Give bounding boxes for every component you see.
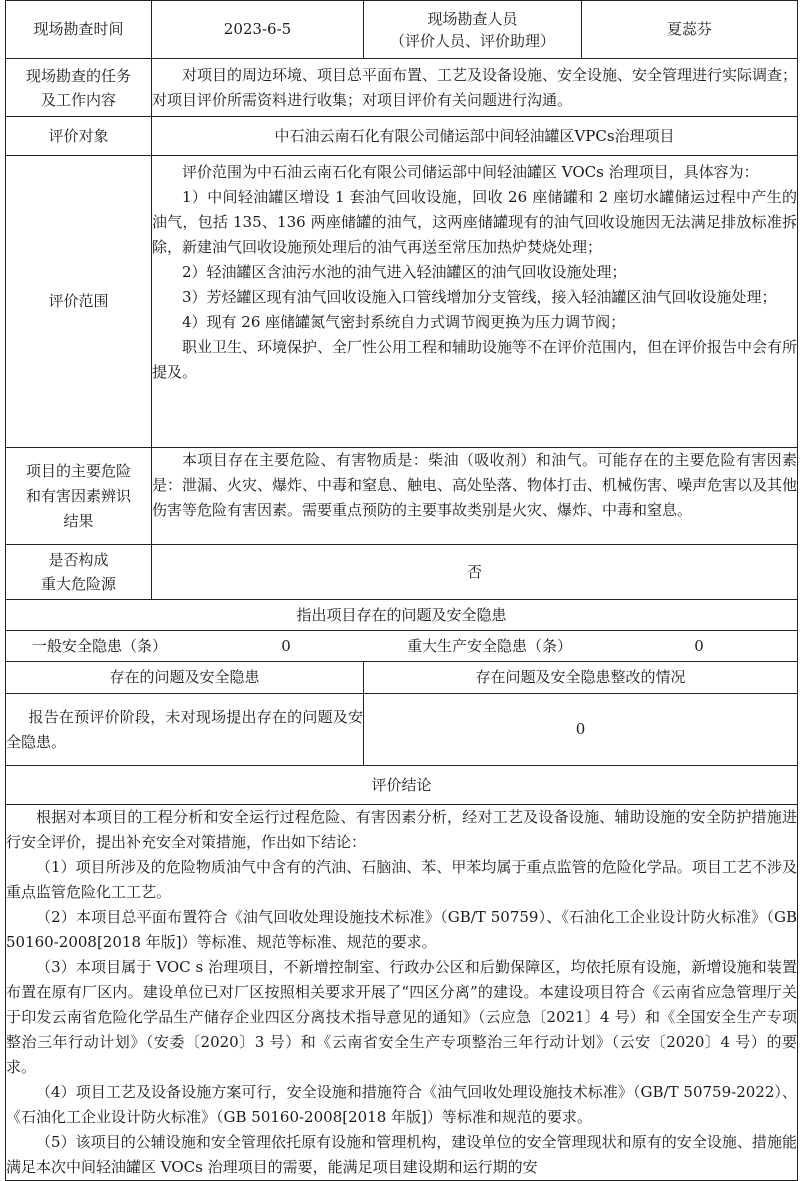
surveyors-label bbox=[364, 1, 582, 59]
scope-paragraph: 2）轻油罐区含油污水池的油气进入轻油罐区的油气回收设施处理； bbox=[182, 263, 627, 281]
hazards-content: 本项目存在主要危险、有害物质是：柴油（吸收剂）和油气。可能存在的主要危险有害因素是：泄漏、火灾、爆炸、中毒和窒息、触电、高处坠落、物体打击、机械伤害、噪声危害以及其他伤害等危险有害因素。需要重点预防的主要事故类别是火灾、爆炸、中毒和窒息。 bbox=[152, 451, 798, 519]
object-row bbox=[6, 117, 798, 156]
object-label: 评价对象 bbox=[6, 117, 152, 156]
conclusion-paragraph: （1）项目所涉及的危险物质油气中含有的汽油、石脑油、苯、甲苯均属于重点监管的危险化学品。项目工艺不涉及重点监管危险化工工艺。 bbox=[6, 858, 797, 901]
conclusion-title: 评价结论 bbox=[6, 766, 798, 805]
task-content: 对项目的周边环境、项目总平面布置、工艺及设备设施、安全设施、安全管理进行实际调查；对项目评价所需资料进行收集；对项目评价有关问题进行沟通。 bbox=[152, 65, 798, 109]
issues-header-row bbox=[6, 662, 798, 694]
conclusion-paragraph: （2）本项目总平面布置符合《油气回收处理设施技术标准》（GB/T 50759）、《石油化工企业设计防火标准》（GB 50160-2008[2018 年版]）等标准、规范等标准、规范的要求。 bbox=[6, 908, 797, 951]
hazards-label bbox=[6, 448, 152, 545]
conclusion-title-row bbox=[6, 766, 798, 805]
scope-paragraph: 1）中间轻油罐区增设 1 套油气回收设施，回收 26 座储罐和 2 座切水罐储运过程中产生的油气，包括 135、136 两座储罐的油气，这两座储罐现有的油气回收设施因无法满足排放标准拆除，新建油气回收设施预处理后的油气再送至常压加热炉焚烧处理； bbox=[152, 188, 797, 256]
issues-section-title: 指出项目存在的问题及安全隐患 bbox=[6, 600, 798, 631]
conclusion-paragraph: 根据对本项目的工程分析和安全运行过程危险、有害因素分析，经对工艺及设备设施、辅助设施的安全防护措施进行安全评价，提出补充安全对策措施，作出如下结论： bbox=[6, 808, 797, 851]
issues-count-row bbox=[6, 631, 798, 662]
survey-record-table bbox=[5, 0, 798, 1181]
conclusion-row bbox=[6, 805, 798, 1181]
major-issues-label: 重大生产安全隐患（条） bbox=[406, 636, 572, 655]
scope-label: 评价范围 bbox=[6, 156, 152, 448]
issues-col-header: 存在的问题及安全隐患 bbox=[6, 662, 364, 694]
hazards-label-line2: 和有害因素辨识 bbox=[25, 486, 131, 505]
conclusion-paragraph: （4）项目工艺及设备设施方案可行，安全设施和措施符合《油气回收处理设施技术标准》（GB/T 50759-2022）、《石油化工企业设计防火标准》（GB 50160-2008[2018 年版]）等标准和规范的要求。 bbox=[6, 1083, 797, 1126]
scope-paragraph: 3）芳烃罐区现有油气回收设施入口管线增加分支管线，接入轻油罐区油气回收设施处理； bbox=[182, 288, 777, 306]
issues-count-table bbox=[6, 632, 798, 661]
hazards-label-line1: 项目的主要危险 bbox=[25, 461, 131, 480]
survey-time-label: 现场勘查时间 bbox=[6, 1, 152, 59]
conclusion-content bbox=[6, 805, 798, 1181]
scope-row bbox=[6, 156, 798, 448]
conclusion-paragraph: （3）本项目属于 VOC s 治理项目，不新增控制室、行政办公区和后勤保障区，均依托原有设施，新增设施和装置布置在原有厂区内。建设单位已对厂区按照相关要求开展了“四区分离”的建设。本建设项目符合《云南省应急管理厅关于印发云南省危险化学品生产储存企业四区分离技术指导意见的通知》（云应急〔2021〕4 号）和《全国安全生产专项整治三年行动计划》（安委〔2020〕3 号）和《云南省安全生产专项整治三年行动计划》（云安〔2020〕4 号）的要求。 bbox=[6, 958, 797, 1076]
major-hazard-value: 否 bbox=[152, 545, 798, 600]
task-content-cell bbox=[152, 59, 798, 117]
issues-text: 报告在预评价阶段，未对现场提出存在的问题及安全隐患。 bbox=[6, 707, 363, 751]
issues-title-row bbox=[6, 600, 798, 631]
hazards-label-line3: 结果 bbox=[63, 511, 94, 530]
scope-paragraph: 评价范围为中石油云南石化有限公司储运部中间轻油罐区 VOCs 治理项目，具体容为： bbox=[182, 163, 759, 181]
survey-time-value: 2023-6-5 bbox=[152, 1, 364, 59]
hazards-content-cell bbox=[152, 448, 798, 545]
issues-content-row bbox=[6, 694, 798, 766]
task-label bbox=[6, 59, 152, 117]
task-label-line2: 及工作内容 bbox=[40, 90, 116, 109]
surveyors-value: 夏蕊芬 bbox=[582, 1, 798, 59]
major-hazard-label bbox=[6, 545, 152, 600]
major-hazard-row bbox=[6, 545, 798, 600]
major-hazard-label-line2: 重大危险源 bbox=[40, 575, 116, 593]
general-issues-label: 一般安全隐患（条） bbox=[31, 636, 167, 655]
object-value: 中石油云南石化有限公司储运部中间轻油罐区VPCs治理项目 bbox=[152, 117, 798, 156]
hazards-row bbox=[6, 448, 798, 545]
scope-paragraph: 职业卫生、环境保护、全厂性公用工程和辅助设施等不在评价范围内，但在评价报告中会有所提及。 bbox=[152, 338, 798, 381]
surveyors-label-line2: （评价人员、评价助理） bbox=[389, 31, 555, 50]
surveyors-label-line1: 现场勘查人员 bbox=[427, 9, 518, 28]
header-row bbox=[6, 1, 798, 59]
issues-count-cell bbox=[6, 631, 798, 662]
general-issues-value: 0 bbox=[281, 636, 291, 655]
scope-content bbox=[152, 156, 798, 448]
scope-paragraph: 4）现有 26 座储罐氮气密封系统自力式调节阀更换为压力调节阀； bbox=[182, 313, 626, 331]
task-label-line1: 现场勘查的任务 bbox=[25, 66, 131, 85]
rectify-col-header: 存在问题及安全隐患整改的情况 bbox=[364, 662, 798, 694]
major-hazard-label-line1: 是否构成 bbox=[48, 551, 109, 569]
task-row bbox=[6, 59, 798, 117]
issues-text-cell bbox=[6, 694, 364, 766]
rectify-value: 0 bbox=[364, 694, 798, 766]
major-issues-value: 0 bbox=[694, 636, 704, 655]
conclusion-paragraph: （5）该项目的公辅设施和安全管理依托原有设施和管理机构，建设单位的安全管理现状和原有的安全设施、措施能满足本次中间轻油罐区 VOCs 治理项目的需要，能满足项目建设期和运行期的安 bbox=[6, 1133, 797, 1176]
